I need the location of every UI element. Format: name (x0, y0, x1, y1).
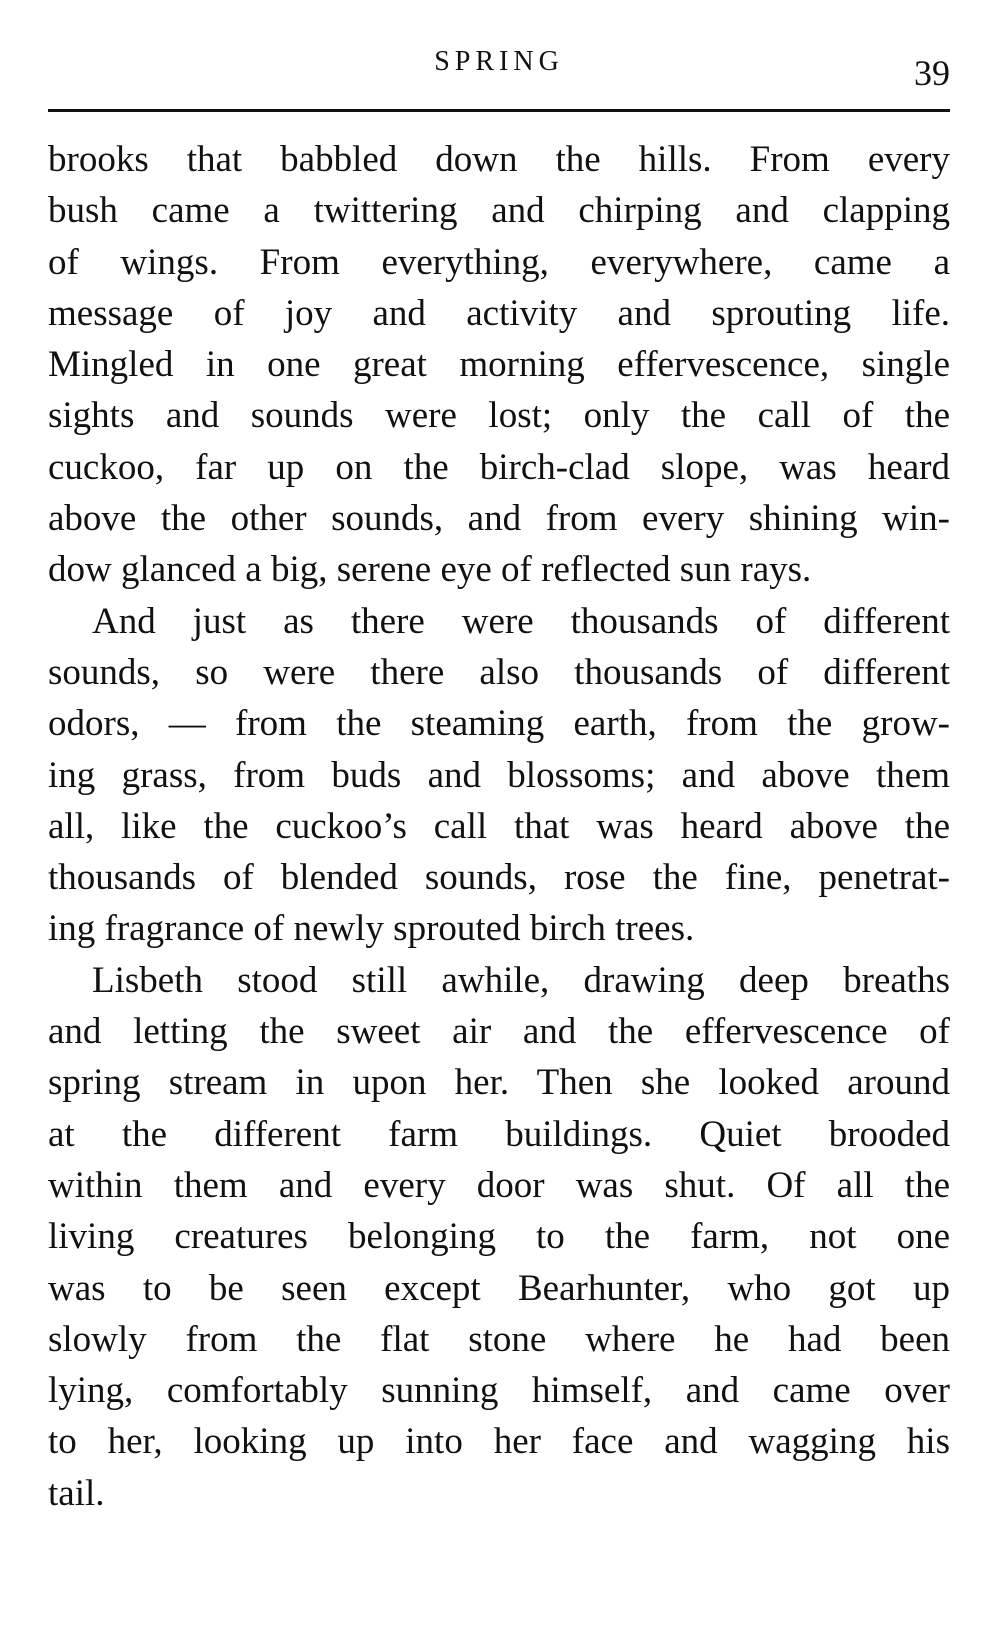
text-line: of wings. From everything, everywhere, came a (48, 241, 950, 283)
text-line: odors, — from the steaming earth, from the grow- (48, 703, 950, 745)
text-line: Mingled in one great morning effervescence, single (48, 344, 950, 386)
text-line: slowly from the flat stone where he had been (48, 1318, 950, 1360)
text-line: ing grass, from buds and blossoms; and above them (48, 754, 950, 796)
text-line: spring stream in upon her. Then she looked around (48, 1062, 950, 1104)
text-line: brooks that babbled down the hills. From every (48, 139, 950, 180)
text-line: message of joy and activity and sprouting life. (48, 292, 950, 334)
text-line: was to be seen except Bearhunter, who got up (48, 1267, 950, 1309)
text-line: sights and sounds were lost; only the call of the (48, 395, 950, 437)
page-header (48, 40, 950, 108)
header-rule (48, 109, 950, 112)
text-line: And just as there were thousands of different (92, 600, 950, 642)
text-line: bush came a twittering and chirping and clapping (48, 190, 950, 232)
text-line: living creatures belonging to the farm, not one (48, 1216, 950, 1258)
text-line: and letting the sweet air and the effervescence of (48, 1011, 950, 1053)
text-line: to her, looking up into her face and wagging his (48, 1421, 950, 1463)
text-line: dow glanced a big, serene eye of reflected sun rays. (48, 549, 812, 591)
running-head: SPRING (434, 46, 564, 77)
text-line: within them and every door was shut. Of all the (48, 1164, 950, 1206)
page-number: 39 (914, 53, 950, 93)
text-line: sounds, so were there also thousands of different (48, 651, 950, 693)
text-line: above the other sounds, and from every shining win- (48, 498, 950, 540)
text-line: Lisbeth stood still awhile, drawing deep breaths (92, 959, 950, 1001)
text-line: ing fragrance of newly sprouted birch trees. (48, 908, 695, 950)
text-line: all, like the cuckoo’s call that was heard above the (48, 805, 950, 847)
text-line: at the different farm buildings. Quiet brooded (48, 1113, 950, 1155)
text-line: thousands of blended sounds, rose the fine, penetrat- (48, 857, 950, 899)
body-text (48, 134, 950, 1519)
text-line: cuckoo, far up on the birch-clad slope, was heard (48, 446, 950, 488)
text-line: lying, comfortably sunning himself, and came over (48, 1370, 950, 1412)
text-line: tail. (48, 1472, 105, 1514)
